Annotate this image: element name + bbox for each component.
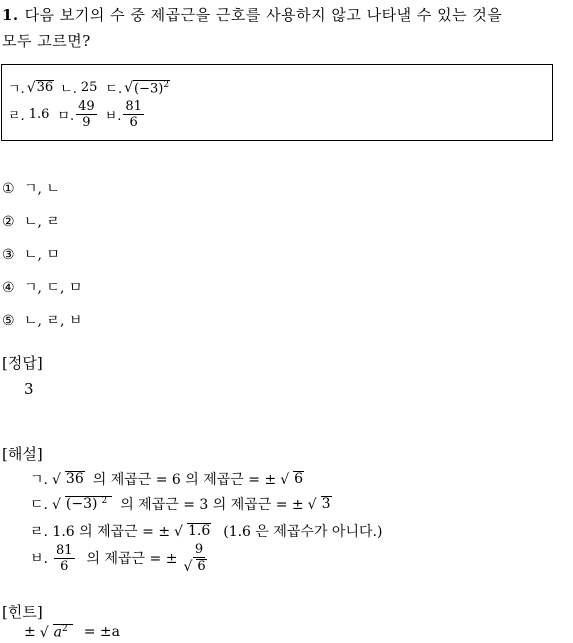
option-b-denominator: 6: [129, 115, 138, 130]
sqrt-expression: √ 36: [26, 79, 54, 96]
sqrt-expression: √ 36: [51, 471, 84, 488]
choice-5[interactable]: [2, 310, 82, 330]
options-row-2: [8, 100, 146, 129]
choice-number: ①: [2, 181, 15, 197]
option-r-label: ㄹ.: [8, 109, 25, 124]
sqrt-expression: √ 3: [307, 496, 331, 513]
option-m-label: ㅁ.: [57, 109, 75, 124]
exp-r-text: ㄹ. 1.6 의 제곱근 = ±: [30, 524, 171, 540]
exp-d-result: 3: [321, 496, 331, 513]
hint-radicand: a: [53, 624, 63, 641]
choice-number: ③: [2, 247, 15, 263]
exp-b-numerator: 81: [55, 542, 73, 558]
question-number: 1.: [2, 6, 19, 24]
option-r-value: 1.6: [28, 107, 50, 122]
choice-1[interactable]: [2, 178, 60, 198]
sqrt-expression: √ 1.6: [174, 523, 211, 540]
hint-title: [힌트]: [2, 603, 43, 621]
exp-g-radicand: 36: [65, 471, 84, 488]
choice-text: ㄴ, ㅁ: [24, 247, 60, 263]
explanation-line-r: [30, 521, 386, 541]
hint-exponent: 2: [62, 624, 68, 634]
exp-g-result: 6: [294, 471, 304, 488]
question-line-1: [2, 4, 502, 25]
hint-pm: ±: [24, 624, 36, 641]
choice-text: ㄱ, ㄴ: [24, 181, 60, 197]
exp-b-denominator: 6: [60, 558, 69, 574]
hint-rhs: = ±a: [83, 624, 121, 641]
exp-d-label: ㄷ.: [30, 497, 48, 513]
choice-2[interactable]: [2, 211, 60, 231]
fraction: [76, 100, 97, 129]
choice-4[interactable]: [2, 277, 82, 297]
sqrt-expression: √ $a^2$: [40, 624, 77, 640]
option-d-label: ㄷ.: [105, 82, 123, 97]
sqrt-expression: √ $(-3)^2$: [124, 79, 170, 97]
hint-formula: [24, 624, 124, 640]
explanation-title: [해설]: [2, 445, 43, 463]
option-g-radicand: 36: [36, 80, 54, 96]
exp-b-label: ㅂ.: [30, 551, 48, 568]
sqrt-expression: √ 6: [183, 558, 206, 575]
exp-b-result-numerator: 9: [194, 542, 204, 557]
answer-value: 3: [24, 380, 34, 398]
options-row-1: [8, 78, 170, 97]
exp-b-mid: 의 제곱근 = ±: [86, 551, 178, 568]
choice-number: ⑤: [2, 313, 15, 329]
explanation-line-b: [30, 543, 223, 574]
answer-title: [정답]: [2, 354, 43, 372]
choice-text: ㄴ, ㄹ, ㅂ: [24, 313, 83, 329]
choice-3[interactable]: [2, 244, 60, 264]
explanation-line-g: [30, 469, 312, 489]
option-m-numerator: 49: [78, 99, 95, 114]
exp-d-exponent: 2: [101, 495, 108, 506]
exp-b-result-denominator: 6: [197, 559, 206, 574]
exp-r-radicand: 1.6: [187, 523, 211, 540]
question-text-1: 다음 보기의 수 중 제곱근을 근호를 사용하지 않고 나타낼 수 있는 것을: [24, 6, 503, 24]
option-n-value: 25: [80, 80, 98, 95]
option-g-label: ㄱ.: [8, 82, 25, 97]
choice-text: ㄱ, ㄷ, ㅁ: [24, 280, 83, 296]
option-m-denominator: 9: [82, 115, 91, 130]
fraction: [183, 543, 218, 574]
option-d-exponent: 2: [163, 79, 170, 90]
question-line-2: 모두 고르면?: [2, 32, 91, 50]
option-b-label: ㅂ.: [104, 109, 122, 124]
option-b-numerator: 81: [125, 99, 142, 114]
fraction: [123, 100, 144, 129]
exp-g-mid: 의 제곱근 = 6 의 제곱근 = ±: [92, 472, 277, 488]
option-n-label: ㄴ.: [60, 82, 77, 97]
choice-number: ④: [2, 280, 15, 296]
exp-g-label: ㄱ.: [30, 472, 48, 488]
fraction: [54, 544, 79, 573]
option-d-radicand: (−3): [134, 80, 164, 96]
exp-d-mid: 의 제곱근 = 3 의 제곱근 = ±: [120, 497, 304, 513]
choice-number: ②: [2, 214, 15, 230]
explanation-line-d: [30, 494, 340, 514]
sqrt-expression: √ 6: [280, 471, 304, 488]
exp-r-tail: (1.6 은 제곱수가 아니다.): [223, 524, 383, 540]
sqrt-expression: √ (−3) $^2$: [52, 496, 116, 512]
exp-d-radicand: (−3): [65, 496, 98, 513]
choice-text: ㄴ, ㄹ: [24, 214, 60, 230]
